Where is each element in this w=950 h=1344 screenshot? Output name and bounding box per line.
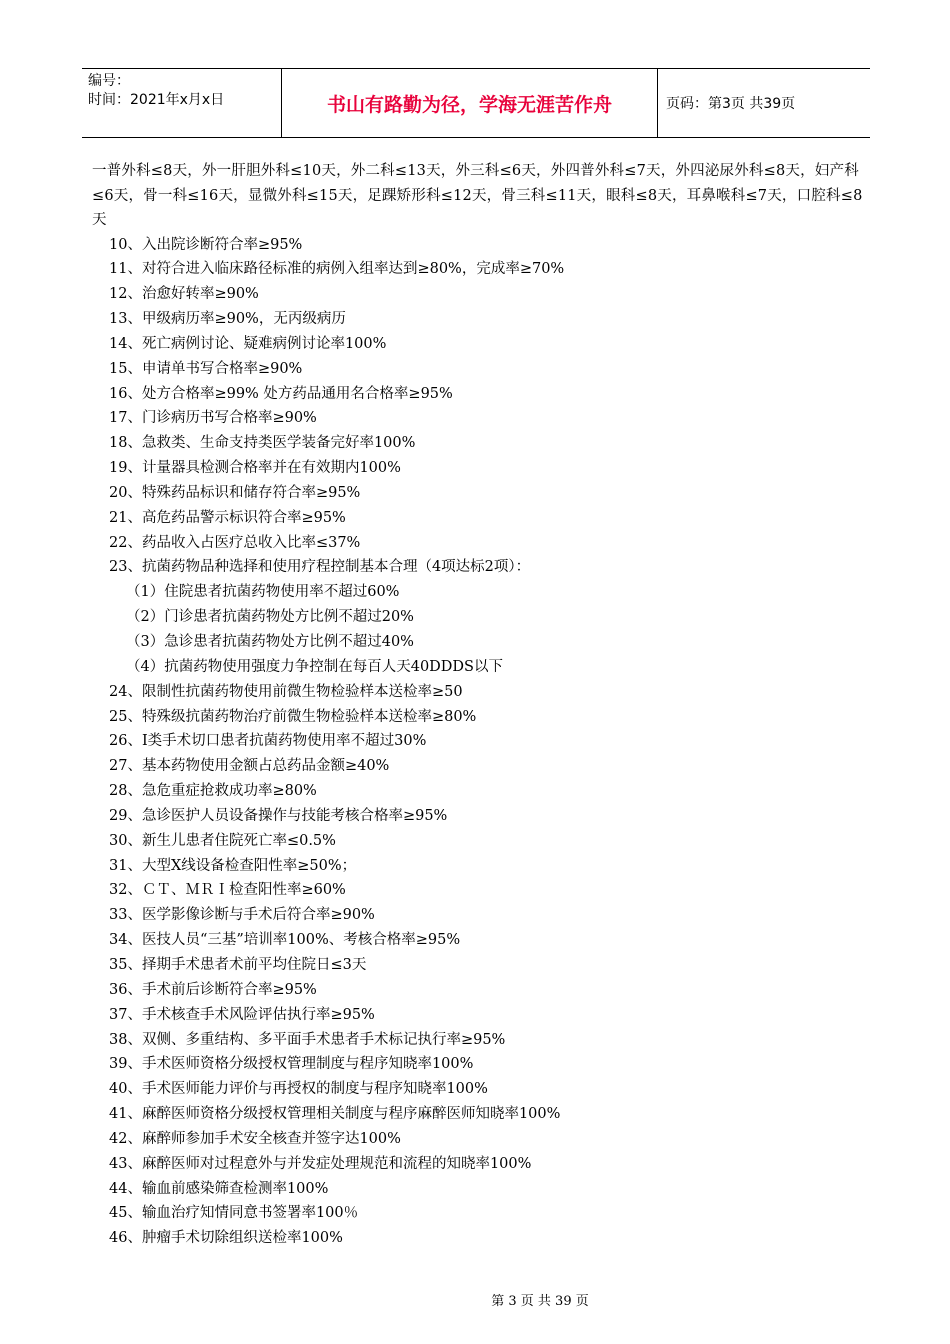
document-number-label: 编号： (88, 73, 130, 89)
header-meta (82, 69, 282, 137)
list-subitem: （3）急诊患者抗菌药物处方比例不超过40% (126, 634, 414, 650)
list-item: 23、抗菌药物品种选择和使用疗程控制基本合理（4项达标2项）： (109, 559, 531, 576)
list-item: 45、输血治疗知情同意书签署率100％ (109, 1205, 359, 1222)
list-item: 40、手术医师能力评价与再授权的制度与程序知晓率100% (109, 1081, 488, 1098)
list-item: 19、计量器具检测合格率并在有效期内100% (109, 460, 401, 477)
list-item: 21、高危药品警示标识符合率≥95% (109, 509, 346, 526)
list-item: 13、甲级病历率≥90%，无丙级病历 (109, 311, 346, 328)
list-subitem: （4）抗菌药物使用强度力争控制在每百人天40DDDS以下 (126, 658, 503, 675)
document-body (92, 159, 872, 1251)
list-item: 39、手术医师资格分级授权管理制度与程序知晓率100% (109, 1056, 474, 1073)
page-footer: 第 3 页 共 39 页 (491, 1294, 589, 1309)
list-item: 10、入出院诊断符合率≥95% (109, 236, 303, 253)
list-item: 12、治愈好转率≥90% (109, 286, 259, 303)
list-item: 42、麻醉师参加手术安全核查并签字达100% (109, 1130, 401, 1147)
list-item: 27、基本药物使用金额占总药品金额≥40% (109, 758, 390, 775)
list-item: 32、ＣＴ、ＭＲＩ检查阳性率≥60% (109, 882, 346, 899)
list-subitem: （2）门诊患者抗菌药物处方比例不超过20% (126, 609, 414, 626)
list-item: 38、双侧、多重结构、多平面手术患者手术标记执行率≥95% (109, 1031, 506, 1048)
list-item: 46、肿瘤手术切除组织送检率100% (109, 1230, 343, 1247)
list-item: 43、麻醉医师对过程意外与并发症处理规范和流程的知晓率100% (109, 1155, 532, 1172)
list-item: 31、大型X线设备检查阳性率≥50%； (109, 857, 357, 874)
header-page-number: 页码：第3页 共39页 (666, 96, 796, 112)
page-header (82, 68, 870, 138)
list-item: 28、急危重症抢救成功率≥80% (109, 783, 317, 800)
list-item: 11、对符合进入临床路径标准的病例入组率达到≥80%，完成率≥70% (109, 261, 565, 278)
list-item: 18、急救类、生命支持类医学装备完好率100% (109, 435, 416, 452)
list-item: 30、新生儿患者住院死亡率≤0.5% (109, 832, 336, 849)
document-time: 时间：2021年x月x日 (88, 92, 225, 108)
list-item: 16、处方合格率≥99% 处方药品通用名合格率≥95% (109, 385, 453, 402)
list-item: 25、特殊级抗菌药物治疗前微生物检验样本送检率≥80% (109, 708, 477, 725)
list-item: 26、I类手术切口患者抗菌药物使用率不超过30% (109, 733, 427, 750)
list-item: 37、手术核查手术风险评估执行率≥95% (109, 1006, 375, 1023)
list-subitem: （1）住院患者抗菌药物使用率不超过60% (126, 584, 400, 601)
list-item: 35、择期手术患者术前平均住院日≤3天 (109, 956, 367, 973)
list-item: 44、输血前感染筛查检测率100% (109, 1180, 329, 1197)
list-item: 29、急诊医护人员设备操作与技能考核合格率≥95% (109, 807, 448, 824)
list-item: 24、限制性抗菌药物使用前微生物检验样本送检率≥50 (109, 683, 463, 700)
list-item: 36、手术前后诊断符合率≥95% (109, 981, 317, 998)
intro-paragraph: 一普外科≤8天，外一肝胆外科≤10天，外二科≤13天，外三科≤6天，外四普外科≤7天，外四泌尿外科≤8天，妇产科≤6天，骨一科≤16天，显微外科≤15天，足踝矫形科≤12天，骨三科≤11天，眼科≤8天，耳鼻喉科≤7天，口腔科≤8天 (92, 163, 863, 228)
list-item: 17、门诊病历书写合格率≥90% (109, 410, 317, 427)
indicator-list (92, 233, 872, 1252)
list-item: 20、特殊药品标识和储存符合率≥95% (109, 484, 361, 501)
list-item: 33、医学影像诊断与手术后符合率≥90% (109, 907, 375, 924)
list-item: 15、申请单书写合格率≥90% (109, 360, 303, 377)
list-item: 14、死亡病例讨论、疑难病例讨论率100% (109, 335, 387, 352)
list-item: 22、药品收入占医疗总收入比率≤37% (109, 534, 361, 551)
list-item: 34、医技人员“三基”培训率100%、考核合格率≥95% (109, 932, 461, 949)
list-item: 41、麻醉医师资格分级授权管理相关制度与程序麻醉医师知晓率100% (109, 1106, 561, 1123)
header-motto: 书山有路勤为径，学海无涯苦作舟 (282, 69, 658, 137)
